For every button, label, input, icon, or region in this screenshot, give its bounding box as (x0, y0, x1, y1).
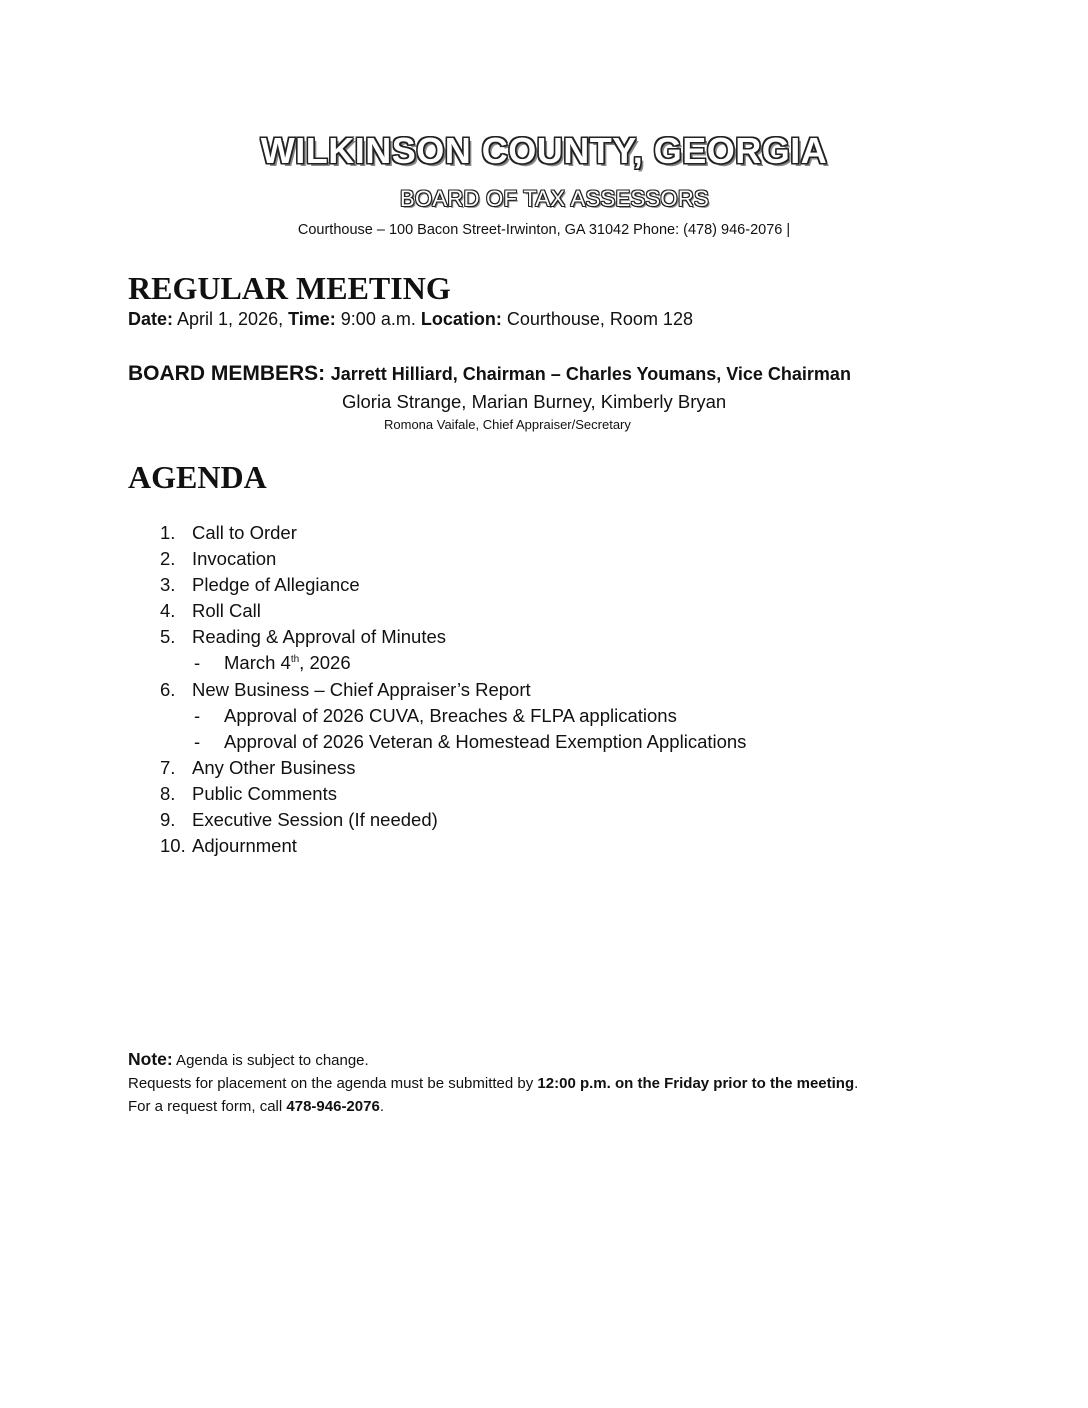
meeting-dateline (128, 309, 693, 330)
agenda-note (128, 1048, 858, 1118)
date-label: Date: (128, 309, 174, 329)
item-text: Any Other Business (192, 756, 356, 778)
board-members (128, 362, 851, 386)
location-label: Location: (420, 309, 502, 329)
item-text: Adjournment (192, 835, 297, 857)
agenda-item (160, 624, 746, 650)
time-label: Time: (288, 309, 336, 329)
date-value: April 1, 2026, (173, 309, 284, 329)
item-number: 10. (160, 835, 186, 857)
note-line-3 (128, 1095, 858, 1118)
ordinal-suffix: th (290, 654, 300, 666)
agenda-subitem (160, 729, 746, 755)
deadline-text: 12:00 p.m. on the Friday prior to the meeting (537, 1075, 855, 1092)
time-value: 9:00 a.m. (335, 309, 416, 329)
item-number: 9. (160, 809, 176, 831)
note-text: For a request form, call (128, 1098, 287, 1115)
item-text: Pledge of Allegiance (192, 574, 360, 596)
subitem-text: Approval of 2026 Veteran & Homestead Exemption Applications (224, 730, 747, 752)
board-subtitle: BOARD OF TAX ASSESSORS (400, 186, 709, 211)
item-text: Executive Session (If needed) (192, 809, 438, 831)
subitem-dash: - (194, 704, 201, 726)
note-line-2 (128, 1072, 858, 1095)
agenda-subitem (160, 703, 746, 729)
board-officers: Jarrett Hilliard, Chairman – Charles Youmans, Vice Chairman (330, 364, 851, 384)
agenda-item (160, 833, 746, 859)
item-number: 4. (160, 600, 176, 622)
location-value: Courthouse, Room 128 (501, 309, 693, 329)
item-text: New Business – Chief Appraiser’s Report (192, 678, 531, 700)
note-text: . (854, 1075, 859, 1092)
county-title: WILKINSON COUNTY, GEORGIA (260, 130, 828, 171)
agenda-item (160, 546, 746, 572)
agenda-subitem (160, 650, 746, 676)
meeting-heading: REGULAR MEETING (128, 270, 451, 306)
item-number: 2. (160, 548, 176, 570)
note-label: Note: (128, 1049, 173, 1069)
item-number: 5. (160, 626, 176, 648)
item-text: Public Comments (192, 782, 337, 804)
item-text: Call to Order (192, 522, 297, 543)
agenda-item (160, 520, 746, 546)
item-number: 8. (160, 782, 176, 804)
item-number: 6. (160, 678, 176, 700)
agenda-heading: AGENDA (128, 459, 267, 495)
note-line-1 (128, 1048, 858, 1072)
subitem-dash: - (194, 652, 201, 674)
agenda-item (160, 598, 746, 624)
item-text: Reading & Approval of Minutes (192, 626, 447, 648)
agenda-item (160, 677, 746, 703)
item-number: 7. (160, 756, 176, 778)
item-number: 3. (160, 574, 176, 596)
agenda-item (160, 572, 746, 598)
agenda-item (160, 807, 746, 833)
item-text: Roll Call (192, 600, 261, 622)
chief-appraiser: Romona Vaifale, Chief Appraiser/Secretary (384, 417, 631, 432)
phone-number: 478-946-2076 (286, 1098, 380, 1115)
subitem-text: Approval of 2026 CUVA, Breaches & FLPA applications (224, 704, 677, 726)
agenda-list (160, 520, 746, 859)
subitem-text: March 4 (224, 652, 291, 674)
note-text: . (379, 1098, 384, 1115)
subitem-year: , 2026 (299, 652, 351, 674)
note-text: Agenda is subject to change. (172, 1052, 369, 1069)
note-text: Requests for placement on the agenda must be submitted by (128, 1075, 538, 1092)
item-number: 1. (160, 522, 176, 543)
subitem-dash: - (194, 730, 201, 752)
agenda-item (160, 755, 746, 781)
courthouse-address: Courthouse – 100 Bacon Street-Irwinton, GA 31042 Phone: (478) 946-2076 | (297, 222, 791, 238)
board-members-list: Gloria Strange, Marian Burney, Kimberly Bryan (342, 391, 727, 412)
item-text: Invocation (192, 548, 277, 570)
agenda-item (160, 781, 746, 807)
board-members-label: BOARD MEMBERS: (128, 362, 326, 385)
